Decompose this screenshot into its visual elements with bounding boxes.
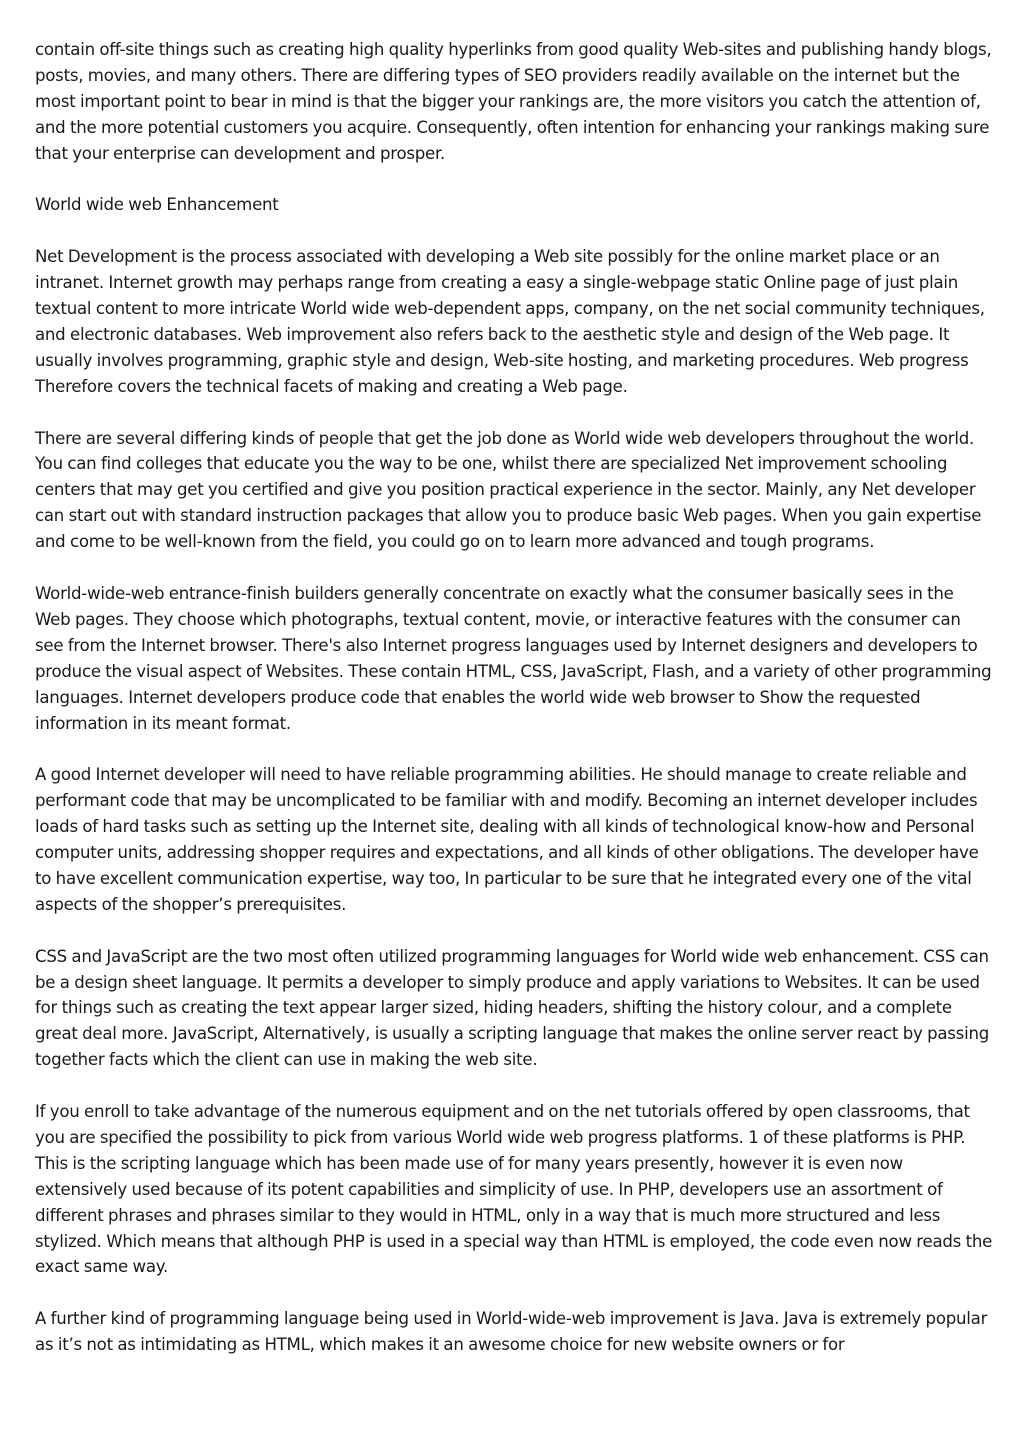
- paragraph-php: If you enroll to take advantage of the numerous equipment and on the net tutorials offered by open classrooms, that you are specified the possibility to pick from various World wide web progress platforms. 1 of these platforms is PHP. This is the scripting language which has been made use of for many years presently, however it is even now extensively used because of its potent capabilities and simplicity of use. In PHP, developers use an assortment of different phrases and phrases similar to they would in HTML, only in a way that is much more structured and less stylized. Which means that although PHP is used in a special way than HTML is employed, the code even now reads the exact same way.: [35, 1102, 993, 1277]
- paragraph-css-javascript: CSS and JavaScript are the two most often utilized programming languages for World wide web enhancement. CSS can be a design sheet language. It permits a developer to simply produce and apply variations to Websites. It can be used for things such as creating the text appear larger sized, hiding headers, shifting the history colour, and a complete great deal more. JavaScript, Alternatively, is usually a scripting language that makes the online server react by passing together facts which the client can use in making the web site.: [35, 946, 989, 1070]
- paragraph-java: A further kind of programming language being used in World-wide-web improvement is Java. Java is extremely popular as it’s not as intimidating as HTML, which makes it an awesome choice for new website owners or for: [35, 1309, 988, 1355]
- paragraph-web-developers: There are several differing kinds of people that get the job done as World wide web developers throughout the world. You can find colleges that educate you the way to be one, whilst there are specialized Net improvement schooling centers that may get you certified and give you position practical experience in the sector. Mainly, any Net developer can start out with standard instruction packages that allow you to produce basic Web pages. When you gain expertise and come to be well-known from the field, you could go on to learn more advanced and tough programs.: [35, 428, 982, 552]
- paragraph-intro-seo: contain off-site things such as creating high quality hyperlinks from good quality Web-sites and publishing handy blogs, posts, movies, and many others. There are differing types of SEO providers readily available on the internet but the most important point to bear in mind is that the bigger your rankings are, the more visitors you catch the attention of, and the more potential customers you acquire. Consequently, often intention for enhancing your rankings making sure that your enterprise can development and prosper.: [35, 40, 992, 163]
- paragraph-good-developer: A good Internet developer will need to have reliable programming abilities. He should manage to create reliable and performant code that may be uncomplicated to be familiar with and modify. Becoming an internet developer includes loads of hard tasks such as setting up the Internet site, dealing with all kinds of technological know-how and Personal computer units, addressing shopper requires and expectations, and all kinds of other obligations. The developer have to have excellent communication expertise, way too, In particular to be sure that he integrated every one of the vital aspects of the shopper’s prerequisites.: [35, 765, 979, 914]
- paragraph-net-development: Net Development is the process associated with developing a Web site possibly for the online market place or an intranet. Internet growth may perhaps range from creating a easy a single-webpage static Online page of just plain textual content to more intricate World wide web-dependent apps, company, on the net social community techniques, and electronic databases. Web improvement also refers back to the aesthetic style and design of the Web page. It usually involves programming, graphic style and design, Web-site hosting, and marketing procedures. Web progress Therefore covers the technical facets of making and creating a Web page.: [35, 247, 985, 396]
- document-page: [35, 37, 993, 1358]
- paragraph-front-end-builders: World-wide-web entrance-finish builders generally concentrate on exactly what the consumer basically sees in the Web pages. They choose which photographs, textual content, movie, or interactive features with the consumer can see from the Internet browser. There's also Internet progress languages used by Internet designers and developers to produce the visual aspect of Websites. These contain HTML, CSS, JavaScript, Flash, and a variety of other programming languages. Internet developers produce code that enables the world wide web browser to Show the requested information in its meant format.: [35, 583, 992, 733]
- section-heading-web-enhancement: World wide web Enhancement: [35, 195, 279, 215]
